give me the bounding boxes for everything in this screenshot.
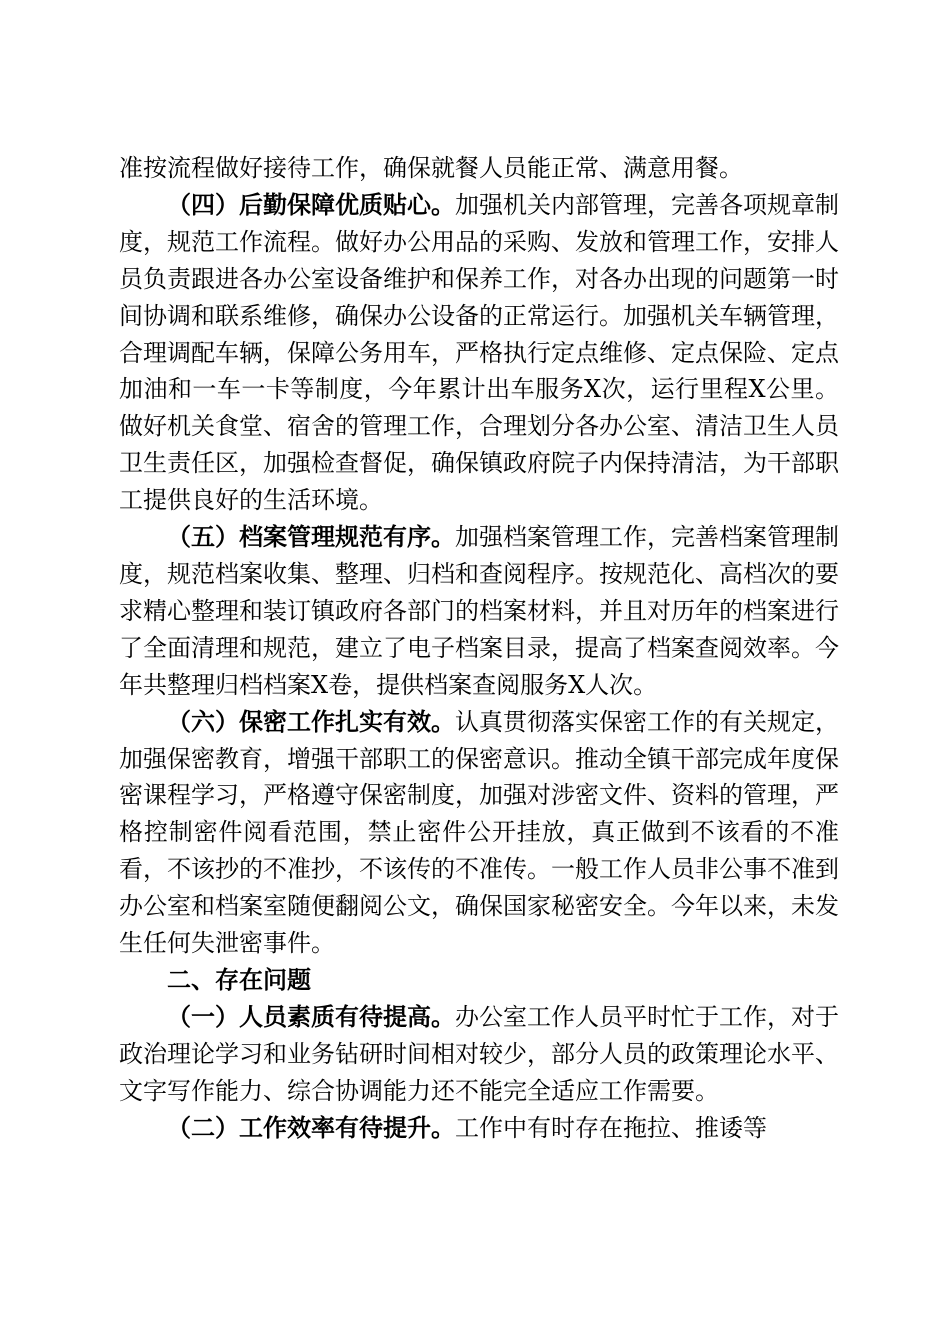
paragraph-lead: （四）后勤保障优质贴心。 — [167, 189, 455, 219]
paragraph-lead: （六）保密工作扎实有效。 — [167, 706, 455, 736]
paragraph-archives — [119, 519, 839, 704]
paragraph-body: 加强机关内部管理，完善各项规章制度，规范工作流程。做好办公用品的采购、发放和管理工作，安排人员负责跟进各办公室设备维护和保养工作，对各办出现的问题第一时间协调和联系维修，确保办公设备的正常运行。加强机关车辆管理，合理调配车辆，保障公务用车，严格执行定点维修、定点保险、定点加油和一车一卡等制度，今年累计出车服务X次，运行里程X公里。做好机关食堂、宿舍的管理工作，合理划分各办公室、清洁卫生人员卫生责任区，加强检查督促，确保镇政府院子内保持清洁，为干部职工提供良好的生活环境。 — [119, 190, 839, 515]
paragraph-confidentiality — [119, 704, 839, 962]
paragraph-lead: （二）工作效率有待提升。 — [167, 1112, 455, 1142]
paragraph-body: 办公室工作人员平时忙于工作，对于政治理论学习和业务钻研时间相对较少，部分人员的政策理论水平、文字写作能力、综合协调能力还不能完全适应工作需要。 — [119, 1002, 839, 1105]
problem-work-efficiency — [119, 1110, 839, 1147]
section-heading: 二、存在问题 — [167, 964, 311, 994]
paragraph-body: 认真贯彻落实保密工作的有关规定，加强保密教育，增强干部职工的保密意识。推动全镇干部完成年度保密课程学习，严格遵守保密制度，加强对涉密文件、资料的管理，严格控制密件阅看范围，禁止密件公开挂放，真正做到不该看的不准看，不该抄的不准抄，不该传的不准传。一般工作人员非公事不准到办公室和档案室随便翻阅公文，确保国家秘密安全。今年以来，未发生任何失泄密事件。 — [119, 707, 839, 958]
paragraph-body: 加强档案管理工作，完善档案管理制度，规范档案收集、整理、归档和查阅程序。按规范化、高档次的要求精心整理和装订镇政府各部门的档案材料，并且对历年的档案进行了全面清理和规范，建立了电子档案目录，提高了档案查阅效率。今年共整理归档档案X卷，提供档案查阅服务X人次。 — [119, 523, 839, 699]
paragraph-logistics — [119, 187, 839, 519]
problem-staff-quality — [119, 999, 839, 1110]
paragraph-lead: （五）档案管理规范有序。 — [167, 522, 455, 552]
paragraph-body: 工作中有时存在拖拉、推诿等 — [455, 1113, 767, 1142]
paragraph-lead: （一）人员素质有待提高。 — [167, 1001, 455, 1031]
document-body — [119, 150, 839, 1146]
opening-line: 准按流程做好接待工作，确保就餐人员能正常、满意用餐。 — [119, 154, 743, 182]
